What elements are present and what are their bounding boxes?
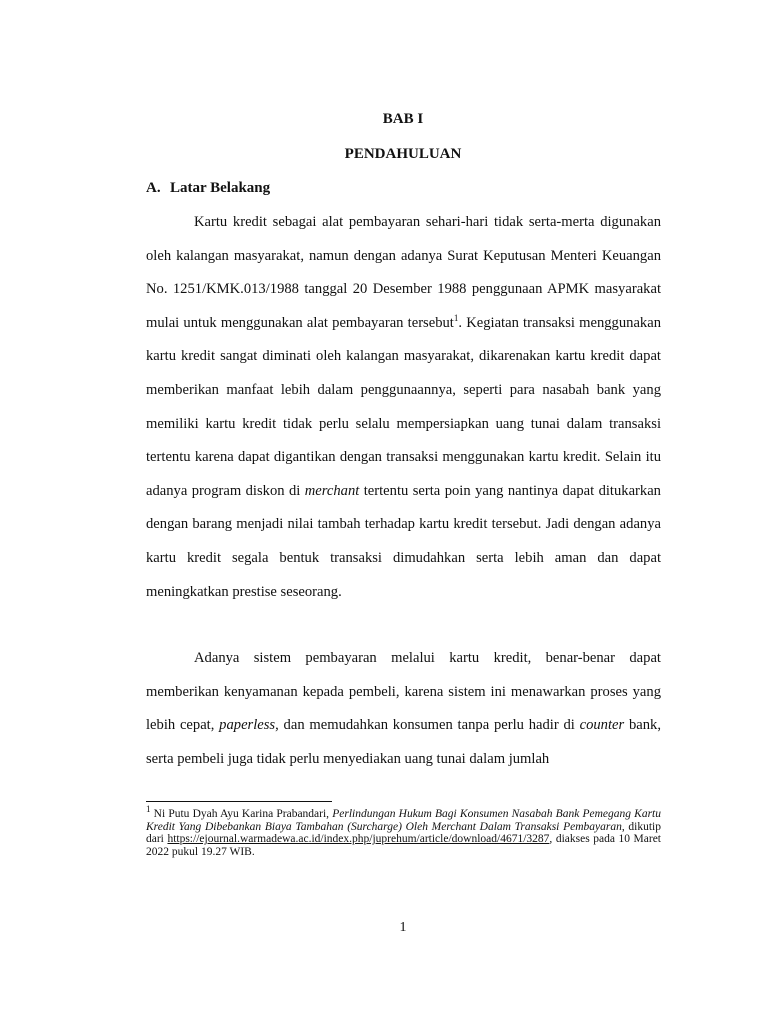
chapter-heading: BAB I: [382, 111, 424, 127]
chapter-title: PENDAHULUAN: [344, 146, 462, 162]
paragraph-1-text-c: tertentu serta poin yang nantinya dapat ditukarkan dengan barang menjadi nilai tambah terhadap kartu kredit tersebut. Jadi dengan adanya kartu kredit segala bentuk transaksi dimudahkan serta lebih aman dan dapat meningkatkan prestise seseorang.: [146, 482, 661, 600]
italic-term-paperless: paperless: [219, 717, 276, 734]
footnote-number: 1: [146, 804, 151, 815]
footnote-retrieved: , dikutip dari: [146, 820, 661, 846]
footnote-accessed: , diakses pada 10 Maret 2022 pukul 19.27 WIB.: [146, 833, 661, 858]
italic-term-counter: counter: [579, 717, 625, 734]
paragraph-1-text-b: . Kegiatan transaksi menggunakan kartu kredit sangat diminati oleh kalangan masyarakat, dikarenakan kartu kredit dapat memberikan manfaat lebih dalam penggunaannya, seperti para nasabah bank yang memiliki kartu kredit tidak perlu selalu mempersiapkan uang tunai dalam transaksi tertentu karena dapat digantikan dengan transaksi menggunakan kartu kredit. Selain itu adanya program diskon di: [146, 314, 661, 499]
section-title: Latar Belakang: [170, 180, 271, 196]
paragraph-2-text-b: , dan memudahkan konsumen tanpa perlu hadir di: [275, 717, 580, 734]
footnote-author: Ni Putu Dyah Ayu Karina Prabandari,: [150, 808, 333, 820]
page-number: 1: [399, 920, 407, 935]
paragraph-1: [146, 206, 661, 609]
footnote: [146, 804, 662, 858]
footnote-title: Perlindungan Hukum Bagi Konsumen Nasabah Bank Pemegang Kartu Kredit Yang Dibebankan Biaya Tambahan (Surcharge) Oleh Merchant Dalam Transaksi Pembayaran: [146, 808, 662, 833]
italic-term-merchant: merchant: [304, 482, 360, 499]
footnote-separator: [146, 801, 332, 802]
paragraph-2-text-c: bank, serta pembeli juga tidak perlu menyediakan uang tunai dalam jumlah: [146, 717, 661, 767]
footnote-url-link[interactable]: https://ejournal.warmadewa.ac.id/index.php/juprehum/article/download/4671/3287: [167, 833, 550, 846]
paragraph-2: [146, 642, 661, 776]
paragraph-2-text-a: Adanya sistem pembayaran melalui kartu kredit, benar-benar dapat memberikan kenyamanan kepada pembeli, karena sistem ini menawarkan proses yang lebih cepat,: [146, 650, 661, 734]
paragraph-1-text-a: Kartu kredit sebagai alat pembayaran sehari-hari tidak serta-merta digunakan oleh kalangan masyarakat, namun dengan adanya Surat Keputusan Menteri Keuangan No. 1251/KMK.013/1988 tanggal 20 Desember 1988 penggunaan APMK masyarakat mulai untuk menggunakan alat pembayaran tersebut: [146, 214, 661, 331]
section-heading: [146, 180, 270, 197]
section-letter: A.: [146, 180, 161, 196]
footnote-reference[interactable]: 1: [453, 312, 459, 323]
